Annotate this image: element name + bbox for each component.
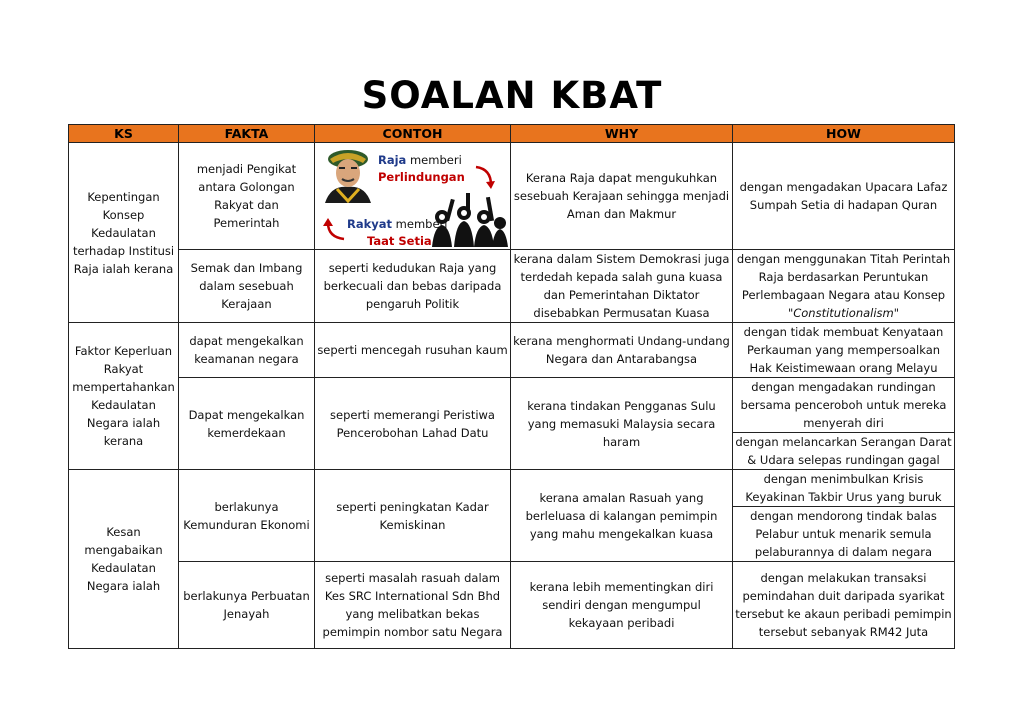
why-cell: kerana tindakan Pengganas Sulu yang memasuki Malaysia secara haram [511,378,733,470]
ks-cell: Faktor Keperluan Rakyat mempertahankan Kedaulatan Negara ialah kerana [69,323,179,470]
why-cell: kerana dalam Sistem Demokrasi juga terdedah kepada salah guna kuasa dan Pemerintahan Diktator disebabkan Permusatan Kuasa [511,250,733,323]
fakta-cell: menjadi Pengikat antara Golongan Rakyat dan Pemerintah [179,143,315,250]
how-cell: dengan mengadakan rundingan bersama penceroboh untuk mereka menyerah diri [733,378,955,433]
fakta-cell: dapat mengekalkan keamanan negara [179,323,315,378]
how-cell: dengan mendorong tindak balas Pelabur untuk menarik semula pelaburannya di dalam negara [733,507,955,562]
raja-label: Raja memberi [378,153,462,167]
how-cell: dengan melancarkan Serangan Darat & Udara selepas rundingan gagal [733,433,955,470]
raja-portrait-image [321,145,375,203]
why-cell: kerana lebih mementingkan diri sendiri dengan mengumpul kekayaan peribadi [511,562,733,649]
table-row [69,470,955,507]
table-row [69,323,955,378]
fakta-cell: Semak dan Imbang dalam sesebuah Kerajaan [179,250,315,323]
perlindungan-label: Perlindungan [378,170,465,184]
contoh-illustration [315,143,511,250]
how-cell: dengan melakukan transaksi pemindahan duit daripada syarikat tersebut ke akaun peribadi pemimpin tersebut sebanyak RM42 Juta [733,562,955,649]
taat-setia-label: Taat Setia [367,234,432,248]
ks-cell: Kesan mengabaikan Kedaulatan Negara ialah [69,470,179,649]
contoh-cell: seperti peningkatan Kadar Kemiskinan [315,470,511,562]
rakyat-label: Rakyat memberi [347,217,448,231]
curved-arrow-icon [473,163,497,191]
how-cell: dengan mengadakan Upacara Lafaz Sumpah Setia di hadapan Quran [733,143,955,250]
contoh-cell: seperti memerangi Peristiwa Pencerobohan Lahad Datu [315,378,511,470]
header-contoh: CONTOH [315,125,511,143]
header-row [69,125,955,143]
header-how: HOW [733,125,955,143]
why-cell: Kerana Raja dapat mengukuhkan sesebuah Kerajaan sehingga menjadi Aman dan Makmur [511,143,733,250]
header-why: WHY [511,125,733,143]
table-row [69,562,955,649]
fakta-cell: berlakunya Kemunduran Ekonomi [179,470,315,562]
contoh-cell: seperti kedudukan Raja yang berkecuali dan bebas daripada pengaruh Politik [315,250,511,323]
table-row [69,250,955,323]
contoh-cell: seperti mencegah rusuhan kaum [315,323,511,378]
header-fakta: FAKTA [179,125,315,143]
why-cell: kerana menghormati Undang-undang Negara dan Antarabangsa [511,323,733,378]
table-row [69,378,955,433]
fakta-cell: berlakunya Perbuatan Jenayah [179,562,315,649]
why-cell: kerana amalan Rasuah yang berleluasa di kalangan pemimpin yang mahu mengekalkan kuasa [511,470,733,562]
page-title: SOALAN KBAT [361,74,663,117]
how-cell: dengan menggunakan Titah Perintah Raja berdasarkan Peruntukan Perlembagaan Negara atau Konsep "Constitutionalism" [733,250,955,323]
header-ks: KS [69,125,179,143]
table-row [69,143,955,250]
ks-cell: Kepentingan Konsep Kedaulatan terhadap Institusi Raja ialah kerana [69,143,179,323]
how-cell: dengan tidak membuat Kenyataan Perkauman yang mempersoalkan Hak Keistimewaan orang Melayu [733,323,955,378]
curved-arrow-icon [322,217,348,243]
how-cell: dengan menimbulkan Krisis Keyakinan Takbir Urus yang buruk [733,470,955,507]
contoh-cell: seperti masalah rasuah dalam Kes SRC International Sdn Bhd yang melibatkan bekas pemimpin nombor satu Negara [315,562,511,649]
fakta-cell: Dapat mengekalkan kemerdekaan [179,378,315,470]
kbat-table [68,124,955,649]
